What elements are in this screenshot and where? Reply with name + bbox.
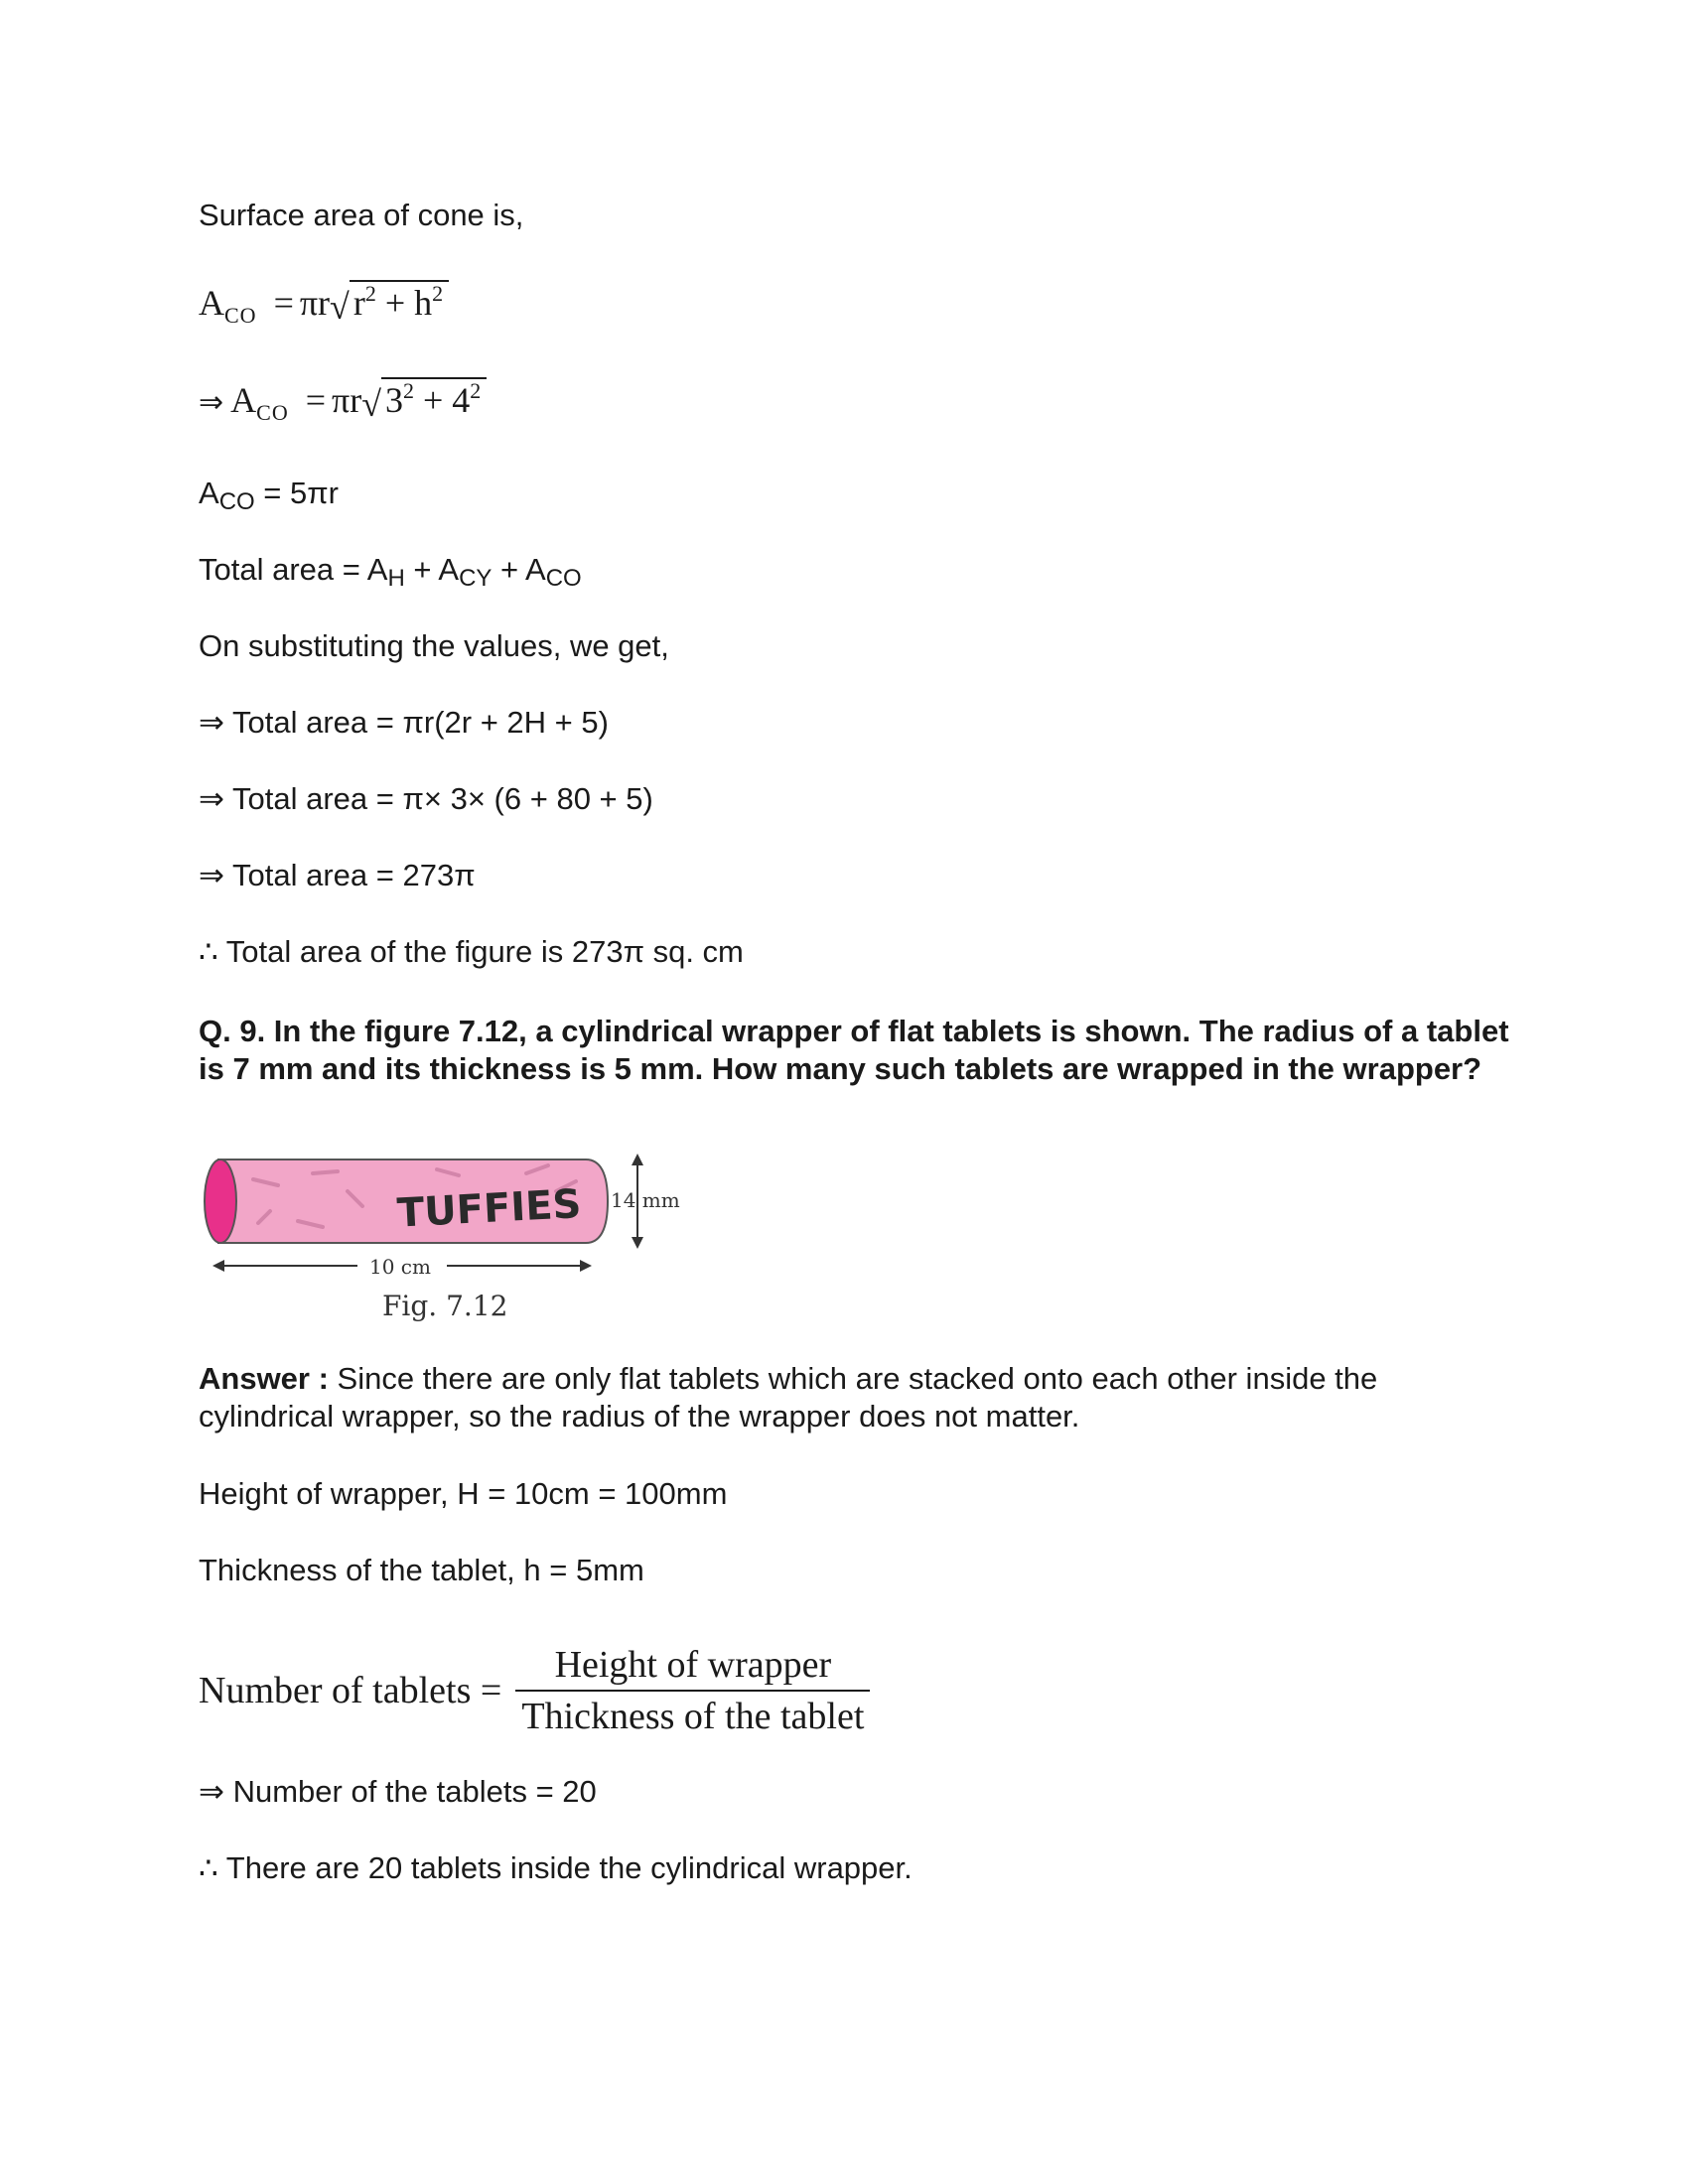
square-root-icon: √ — [330, 286, 350, 327]
number-of-tablets-formula: Number of tablets = $\frac{\text{Height of wrapper}}{\text{Thickness of the tablet}}$ — [199, 1636, 870, 1745]
radicand: $3^2 + 4^2$ — [381, 377, 487, 422]
figure-7-12 — [199, 1152, 715, 1339]
tablet-count-result: ⇒ Number of the tablets = 20 — [199, 1774, 597, 1809]
height-label: 14 mm — [611, 1188, 680, 1212]
tablet-count-conclusion: ∴ There are 20 tablets inside the cylindrical wrapper. — [199, 1850, 913, 1885]
cone-area-substituted: ⇒ $A_{CO} = \pi r√$ $3^2 + 4^2$ — [199, 377, 487, 424]
wrapper-cap — [205, 1160, 236, 1243]
aco-symbol: $A_{CO}$ — [199, 283, 257, 328]
aco-symbol: $A_{CO}$ — [230, 380, 289, 425]
fraction — [515, 1646, 870, 1735]
width-label: 10 cm — [369, 1255, 431, 1279]
figure-caption: Fig. 7.12 — [382, 1290, 508, 1322]
answer-paragraph — [199, 1360, 1509, 1435]
answer-text: Since there are only flat tablets which are stacked onto each other inside the cylindrical wrapper, so the radius of the wrapper does not matter. — [199, 1361, 1378, 1433]
total-area-step-3: ⇒ Total area = 273π — [199, 858, 476, 892]
wrapper-brand: TUFFIES — [395, 1180, 583, 1237]
fraction-denominator: Thickness of the tablet — [521, 1696, 865, 1737]
cylindrical-wrapper-illustration — [199, 1152, 715, 1330]
wrapper-height: Height of wrapper, H = 10cm = 100mm — [199, 1476, 728, 1511]
radicand: $r^2 + h^2$ — [350, 280, 449, 325]
total-area-conclusion: ∴ Total area of the figure is 273π sq. cm — [199, 934, 744, 969]
question-9: Q. 9. In the figure 7.12, a cylindrical wrapper of flat tablets is shown. The radius of a tablet is 7 mm and its thickness is 5 mm. How many such tablets are wrapped in the wrapper? — [199, 1014, 1509, 1086]
arrow-down-icon — [632, 1237, 643, 1249]
surface-area-intro: Surface area of cone is, — [199, 198, 524, 232]
total-area-definition: Total area = AH + ACY + ACO — [199, 552, 582, 592]
cone-area-result: ACO = 5πr — [199, 476, 339, 515]
arrow-left-icon — [212, 1260, 224, 1272]
tablet-thickness: Thickness of the tablet, h = 5mm — [199, 1553, 644, 1587]
arrow-up-icon — [632, 1154, 643, 1165]
answer-label: Answer : — [199, 1361, 338, 1396]
total-area-step-1: ⇒ Total area = πr(2r + 2H + 5) — [199, 705, 609, 740]
fraction-numerator: Height of wrapper — [554, 1644, 832, 1686]
square-root-icon: √ — [361, 383, 381, 424]
total-area-step-2: ⇒ Total area = π× 3× (6 + 80 + 5) — [199, 781, 653, 816]
cone-area-formula: $A_{CO} = \pi r√$ $r^2 + h^2$ — [199, 280, 449, 327]
arrow-right-icon — [580, 1260, 592, 1272]
substituting-text: On substituting the values, we get, — [199, 628, 669, 663]
